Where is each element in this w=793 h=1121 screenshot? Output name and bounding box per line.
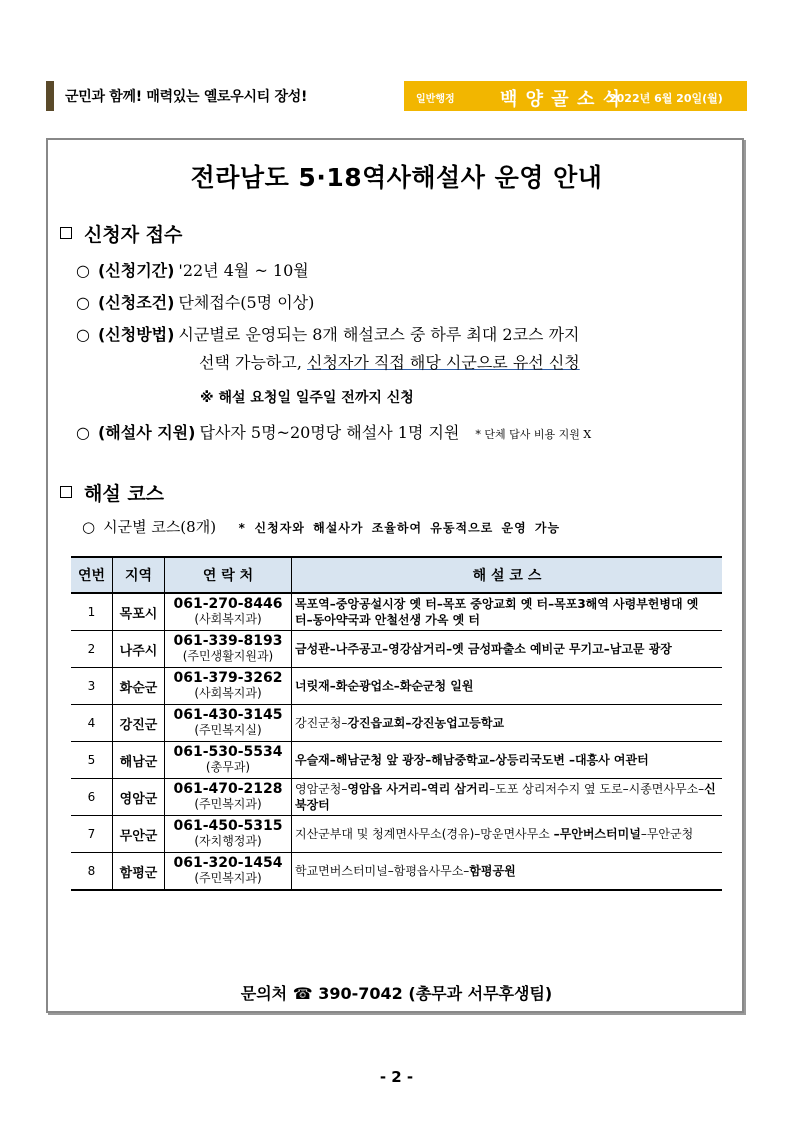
method-underlined-text: 신청자가 직접 해당 시군으로 유선 신청 xyxy=(307,353,580,372)
table-row xyxy=(71,593,722,631)
row-no: 3 xyxy=(71,668,113,705)
row-dept: (자치행정과) xyxy=(194,834,262,848)
row-dept: (총무과) xyxy=(205,760,251,774)
course-table xyxy=(71,556,722,891)
row-contact xyxy=(165,816,292,853)
table-row xyxy=(71,742,722,779)
row-region: 함평군 xyxy=(113,853,165,891)
circle-bullet-icon: ○ xyxy=(76,423,90,442)
row-phone: 061-430-3145 xyxy=(173,707,283,723)
header-newsletter-box xyxy=(404,81,747,111)
row-dept: (사회복지과) xyxy=(194,686,262,700)
row-no: 8 xyxy=(71,853,113,891)
row-contact xyxy=(165,779,292,816)
section-heading-applicants: 신청자 접수 xyxy=(60,220,182,247)
row-course: 지산군부대 및 청계면사무소(경유)–망운면사무소 –무안버스터미널–무안군청 xyxy=(292,816,723,853)
row-phone: 061-450-5315 xyxy=(173,818,283,834)
row-region: 영암군 xyxy=(113,779,165,816)
square-bullet-icon xyxy=(60,486,72,498)
page-number: - 2 - xyxy=(379,1068,414,1086)
row-region: 강진군 xyxy=(113,705,165,742)
contact-label: 문의처 xyxy=(240,984,288,1003)
row-no: 2 xyxy=(71,631,113,668)
column-header-course: 해 설 코 스 xyxy=(292,557,723,593)
row-no: 7 xyxy=(71,816,113,853)
row-dept: (주민복지과) xyxy=(194,871,262,885)
row-region: 화순군 xyxy=(113,668,165,705)
circle-bullet-icon: ○ xyxy=(76,261,90,280)
section-heading-courses: 해설 코스 xyxy=(60,479,164,506)
header-slogan: 군민과 함께! 매력있는 옐로우시티 장성! xyxy=(65,89,308,105)
item-period: ○ (신청기간) '22년 4월 ~ 10월 xyxy=(76,261,309,280)
header-newsletter-name: 백 양 골 소 식 xyxy=(500,89,622,110)
row-course: 목포역–중앙공설시장 옛 터–목포 중앙교회 옛 터–목포3해역 사령부헌병대 옛 터–동아약국과 안철선생 가옥 옛 터 xyxy=(292,593,723,631)
column-header-contact: 연 락 처 xyxy=(165,557,292,593)
row-no: 5 xyxy=(71,742,113,779)
item-support: ○ (해설사 지원) 답사자 5명~20명당 해설사 1명 지원 * 단체 답사 비용 지원 X xyxy=(76,423,592,442)
table-row xyxy=(71,631,722,668)
row-course: 너릿재–화순광업소–화순군청 일원 xyxy=(292,668,723,705)
contact-line xyxy=(0,981,793,1004)
row-region: 목포시 xyxy=(113,593,165,631)
table-row xyxy=(71,779,722,816)
row-region: 해남군 xyxy=(113,742,165,779)
row-course: 강진군청–강진읍교회–강진농업고등학교 xyxy=(292,705,723,742)
row-phone: 061-339-8193 xyxy=(173,633,283,649)
circle-bullet-icon: ○ xyxy=(76,293,90,312)
header-section: 일반행정 xyxy=(416,94,455,105)
row-contact xyxy=(165,631,292,668)
row-phone: 061-530-5534 xyxy=(173,744,283,760)
row-contact xyxy=(165,668,292,705)
row-contact xyxy=(165,593,292,631)
row-contact xyxy=(165,705,292,742)
row-course: 금성관–나주공고–영강삼거리–옛 금성파출소 예비군 무기고–남고문 광장 xyxy=(292,631,723,668)
row-dept: (주민복지과) xyxy=(194,797,262,811)
item-courses-intro: ○ 시군별 코스(8개) * 신청자와 해설사가 조율하여 유동적으로 운영 가능 xyxy=(82,518,561,536)
column-header-region: 지역 xyxy=(113,557,165,593)
table-row xyxy=(71,705,722,742)
item-condition: ○ (신청조건) 단체접수(5명 이상) xyxy=(76,293,315,312)
circle-bullet-icon: ○ xyxy=(76,325,90,344)
row-phone: 061-320-1454 xyxy=(173,855,283,871)
warning-note: ※ 해설 요청일 일주일 전까지 신청 xyxy=(200,390,414,406)
row-region: 무안군 xyxy=(113,816,165,853)
item-method: ○ (신청방법) 시군별로 운영되는 8개 해설코스 중 하루 최대 2코스 까지 xyxy=(76,325,580,344)
page-title: 전라남도 5·18역사해설사 운영 안내 xyxy=(190,163,603,192)
telephone-icon: ☎ xyxy=(292,984,313,1003)
support-note: * 단체 답사 비용 지원 X xyxy=(475,428,592,441)
header-accent-bar xyxy=(46,81,54,111)
row-phone: 061-470-2128 xyxy=(173,781,283,797)
row-dept: (주민복지실) xyxy=(194,723,262,737)
square-bullet-icon xyxy=(60,227,72,239)
row-contact xyxy=(165,853,292,891)
circle-bullet-icon: ○ xyxy=(82,518,96,536)
row-phone: 061-270-8446 xyxy=(173,596,283,612)
row-contact xyxy=(165,742,292,779)
table-row xyxy=(71,853,722,891)
row-region: 나주시 xyxy=(113,631,165,668)
row-course: 우슬재–해남군청 앞 광장–해남중학교–상등리국도변 –대흥사 여관터 xyxy=(292,742,723,779)
courses-note: * 신청자와 해설사가 조율하여 유동적으로 운영 가능 xyxy=(238,521,561,535)
row-course: 학교면버스터미널–함평읍사무소–함평공원 xyxy=(292,853,723,891)
row-phone: 061-379-3262 xyxy=(173,670,283,686)
row-course: 영암군청–영암읍 사거리–역리 삼거리–도포 상리저수지 옆 도로–시종면사무소–신북장터 xyxy=(292,779,723,816)
contact-value: 390-7042 (총무과 서무후생팀) xyxy=(318,984,553,1003)
header-date: 2022년 6월 20일(월) xyxy=(609,92,723,105)
table-row xyxy=(71,668,722,705)
row-dept: (주민생활지원과) xyxy=(182,649,274,663)
table-header-row xyxy=(71,557,722,593)
row-no: 1 xyxy=(71,593,113,631)
row-no: 6 xyxy=(71,779,113,816)
table-row xyxy=(71,816,722,853)
column-header-no: 연번 xyxy=(71,557,113,593)
item-method-line2: 선택 가능하고, 신청자가 직접 해당 시군으로 유선 신청 xyxy=(199,353,580,372)
row-no: 4 xyxy=(71,705,113,742)
row-dept: (사회복지과) xyxy=(194,612,262,626)
